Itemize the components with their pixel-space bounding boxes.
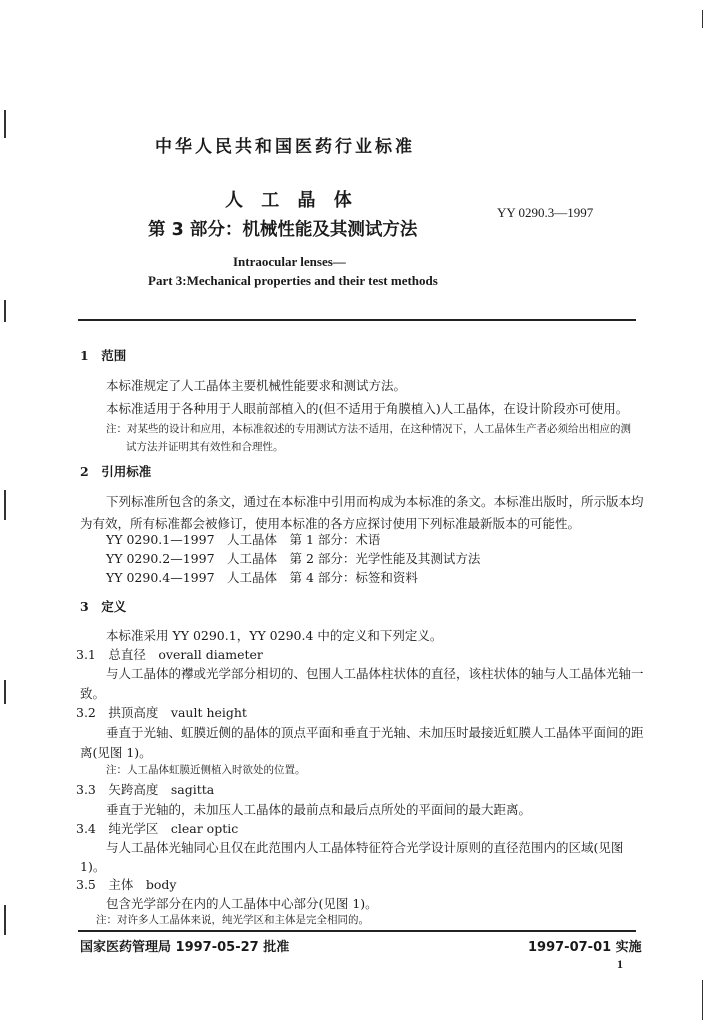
scan-edge-mark [4, 490, 6, 520]
definition-3-2-line-1: 垂直于光轴、虹膜近侧的晶体的顶点平面和垂直于光轴、未加压时最接近虹膜人工晶体平面间的距 [106, 725, 644, 740]
definition-3-3-line-1: 垂直于光轴的，未加压人工晶体的最前点和最后点所处的平面间的最大距离。 [106, 802, 532, 817]
definition-3-4-title: 3.4 纯光学区 clear optic [76, 821, 239, 836]
section-2-para-line-1: 下列标准所包含的条文，通过在本标准中引用而构成为本标准的条文。本标准出版时，所示版本均 [106, 494, 644, 509]
reference-item: YY 0290.4—1997 人工晶体 第 4 部分：标签和资料 [106, 570, 418, 585]
footer-divider [78, 930, 636, 932]
scan-edge-mark [4, 300, 6, 322]
title-zh-line-1: 人 工 晶 体 [225, 190, 358, 211]
org-heading: 中华人民共和国医药行业标准 [155, 137, 415, 157]
definition-3-3-title: 3.3 矢跨高度 sagitta [76, 782, 215, 797]
definition-3-5-title: 3.5 主体 body [76, 877, 177, 892]
title-en-line-2: Part 3:Mechanical properties and their test methods [148, 273, 438, 288]
section-3-heading: 3 定义 [80, 599, 127, 614]
scan-edge-mark [4, 110, 6, 138]
title-en-line-1: Intraocular lenses— [233, 254, 346, 269]
definition-3-4-line-1: 与人工晶体光轴同心且仅在此范围内人工晶体特征符合光学设计原则的直径范围内的区域(见图 [106, 840, 624, 855]
section-1-heading: 1 范围 [80, 348, 127, 363]
title-zh-line-2: 第 3 部分：机械性能及其测试方法 [148, 220, 418, 240]
section-1-para-1: 本标准规定了人工晶体主要机械性能要求和测试方法。 [106, 378, 407, 393]
scan-edge-mark [4, 905, 6, 935]
scan-edge-mark [702, 10, 703, 28]
page-number: 1 [617, 957, 623, 971]
definition-3-1-line-1: 与人工晶体的襻或光学部分相切的、包围人工晶体柱状体的直径，该柱状体的轴与人工晶体光轴一 [106, 666, 644, 681]
definition-3-2-line-2: 离(见图 1)。 [80, 745, 152, 760]
section-1-para-2: 本标准适用于各种用于人眼前部植入的(但不适用于角膜植入)人工晶体，在设计阶段亦可使用。 [106, 401, 629, 416]
definition-3-5-line-1: 包含光学部分在内的人工晶体中心部分(见图 1)。 [106, 896, 378, 911]
approval-date: 国家医药管理局 1997-05-27 批准 [80, 940, 290, 955]
reference-item: YY 0290.1—1997 人工晶体 第 1 部分：术语 [106, 532, 381, 547]
definition-3-5-note: 注：对许多人工晶体来说，纯光学区和主体是完全相同的。 [96, 914, 369, 926]
definition-3-1-title: 3.1 总直径 overall diameter [76, 647, 263, 662]
definition-3-4-line-2: 1)。 [80, 859, 106, 874]
effective-date: 1997-07-01 实施 [528, 940, 642, 955]
definition-3-2-title: 3.2 拱顶高度 vault height [76, 705, 247, 720]
definition-3-2-note: 注：人工晶体虹膜近侧植入时欲处的位置。 [106, 764, 306, 776]
section-3-intro: 本标准采用 YY 0290.1，YY 0290.4 中的定义和下列定义。 [106, 628, 443, 643]
scan-edge-mark [702, 980, 703, 1020]
definition-3-1-line-2: 致。 [80, 686, 106, 701]
header-divider [78, 319, 636, 321]
reference-item: YY 0290.2—1997 人工晶体 第 2 部分：光学性能及其测试方法 [106, 551, 481, 566]
scan-edge-mark [4, 680, 6, 704]
standard-code: YY 0290.3—1997 [497, 205, 594, 220]
section-1-note-line-1: 注：对某些的设计和应用，本标准叙述的专用测试方法不适用，在这种情况下，人工晶体生产者必须给出相应的测 [106, 423, 631, 435]
section-2-heading: 2 引用标准 [80, 464, 152, 479]
section-2-para-line-2: 为有效，所有标准都会被修订，使用本标准的各方应探讨使用下列标准最新版本的可能性。 [80, 516, 581, 531]
section-1-note-line-2: 试方法并证明其有效性和合理性。 [126, 441, 284, 453]
